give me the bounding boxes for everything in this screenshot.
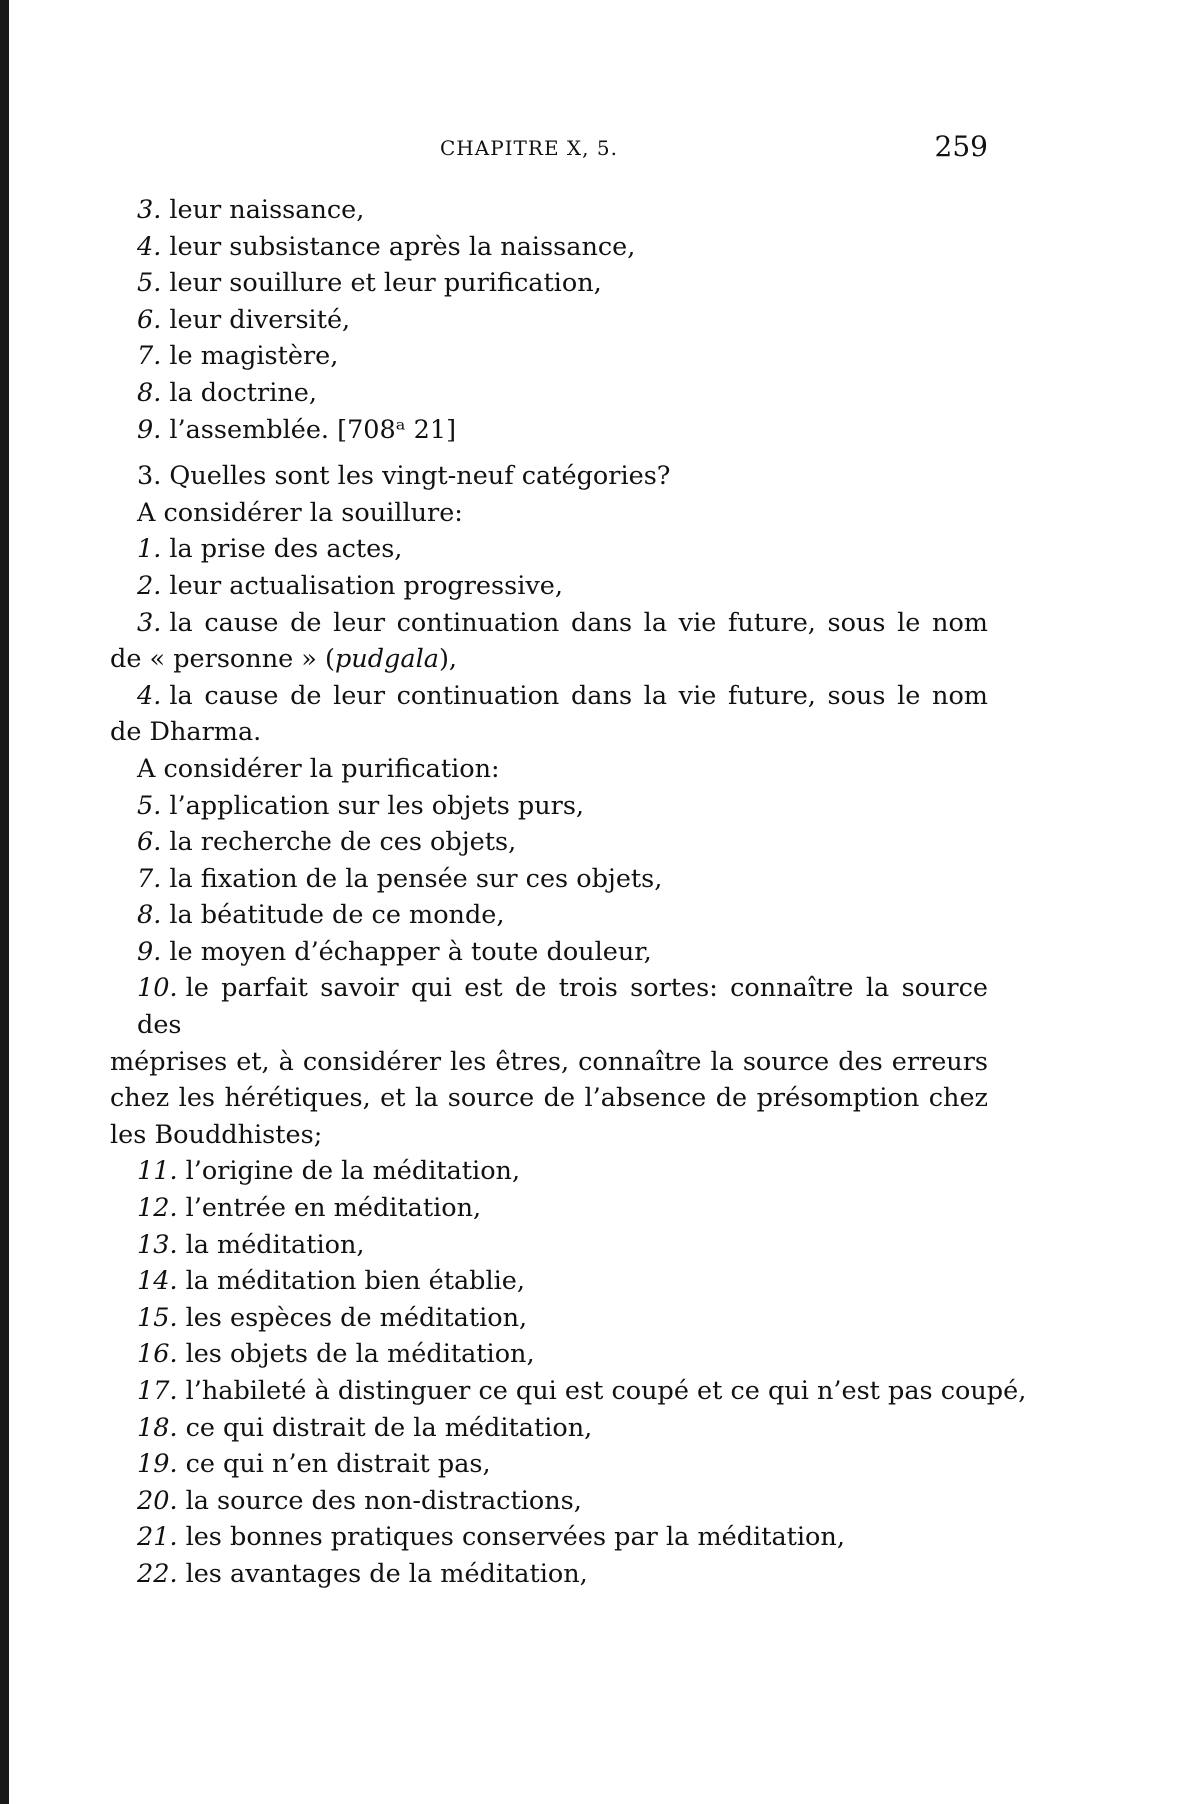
item-number: 4. <box>137 231 162 262</box>
item-text: l’entrée en méditation, <box>185 1193 482 1224</box>
list-item <box>110 375 988 412</box>
item-number: 4. <box>137 680 162 711</box>
item-number: 12. <box>137 1193 178 1224</box>
item-text: leur naissance, <box>169 195 365 225</box>
purification-heading: A considérer la purification: <box>137 753 500 784</box>
item-number: 7. <box>137 341 162 372</box>
item-number: 6. <box>137 304 162 335</box>
item-number: 11. <box>137 1156 178 1187</box>
list-item <box>110 568 988 605</box>
list-item <box>110 1483 988 1520</box>
list-item <box>110 1446 988 1483</box>
item-number: 20. <box>137 1485 178 1516</box>
list-item <box>110 1410 988 1447</box>
list-item <box>110 192 988 229</box>
item-text: le magistère, <box>169 341 339 372</box>
item-text: l’habileté à distinguer ce qui est coupé et ce qui n’est pas coupé, <box>185 1376 1027 1406</box>
item-text: les bonnes pratiques conservées par la méditation, <box>185 1522 845 1553</box>
item-text: ce qui n’en distrait pas, <box>185 1449 491 1480</box>
list-item-continuation <box>110 641 988 678</box>
item-number: 15. <box>137 1302 178 1333</box>
item-number: 19. <box>137 1449 178 1480</box>
page-number: 259 <box>934 130 988 163</box>
running-head: CHAPITRE X, 5. <box>440 136 618 160</box>
list-item <box>110 861 988 898</box>
item-text: la prise des actes, <box>169 534 403 565</box>
list-item <box>110 1373 1027 1410</box>
item-number: 18. <box>137 1412 178 1443</box>
item-number: 3. <box>137 607 162 638</box>
item-number: 21. <box>137 1522 178 1553</box>
item-number: 8. <box>137 900 162 931</box>
list-item <box>110 897 988 934</box>
item-text: leur souillure et leur purification, <box>169 268 602 299</box>
list-item <box>110 1300 988 1337</box>
item-text: leur diversité, <box>169 304 351 335</box>
item-text: de « personne » ( <box>110 644 335 675</box>
list-item <box>110 302 988 339</box>
item-text: le parfait savoir qui est de trois sortes: connaître la source des <box>137 973 988 1041</box>
list-item-continuation: chez les hérétiques, et la source de l’absence de présomption chez <box>110 1083 988 1114</box>
list-item <box>110 1556 988 1593</box>
list-item <box>110 605 988 642</box>
item-number: 9. <box>137 936 162 967</box>
list-item <box>110 1263 988 1300</box>
item-text: la cause de leur continuation dans la vie future, sous le nom <box>169 680 988 711</box>
paragraph-gap <box>110 448 988 458</box>
item-number: 5. <box>137 268 162 299</box>
item-text: la recherche de ces objets, <box>169 827 517 858</box>
item-number: 7. <box>137 863 162 894</box>
item-text: leur subsistance après la naissance, <box>169 231 636 262</box>
list-item <box>110 1336 988 1373</box>
item-text: les objets de la méditation, <box>185 1339 535 1370</box>
item-text: les espèces de méditation, <box>185 1302 528 1333</box>
list-item <box>110 1519 988 1556</box>
souillure-heading: A considérer la souillure: <box>137 497 463 528</box>
list-item <box>110 265 988 302</box>
item-number: 9. <box>137 414 162 445</box>
item-number: 16. <box>137 1339 178 1370</box>
list-item <box>110 678 988 715</box>
list-item <box>110 970 988 1043</box>
item-text: la méditation bien établie, <box>185 1266 525 1297</box>
list-item <box>110 824 988 861</box>
item-number: 2. <box>137 570 162 601</box>
item-number: 13. <box>137 1229 178 1260</box>
list-item <box>110 1227 988 1264</box>
item-text: la doctrine, <box>169 377 317 408</box>
item-text: la méditation, <box>185 1229 365 1260</box>
item-text: la cause de leur continuation dans la vie future, sous le nom <box>169 607 988 638</box>
list-item <box>110 412 988 449</box>
item-number: 3. <box>137 195 162 225</box>
page-header <box>130 130 988 170</box>
list-item-continuation: les Bouddhistes; <box>110 1119 323 1150</box>
page-body <box>110 192 1027 1593</box>
item-text: le moyen d’échapper à toute douleur, <box>169 936 652 967</box>
item-text: leur actualisation progressive, <box>169 570 563 601</box>
item-number: 5. <box>137 790 162 821</box>
item-text: l’origine de la méditation, <box>185 1156 521 1187</box>
list-item-continuation: méprises et, à considérer les êtres, connaître la source des erreurs <box>110 1046 988 1077</box>
list-item <box>110 1153 988 1190</box>
item-number: 17. <box>137 1376 178 1406</box>
list-item <box>110 788 988 825</box>
list-item <box>110 338 988 375</box>
item-number: 14. <box>137 1266 178 1297</box>
item-text: l’assemblée. [708ᵃ 21] <box>169 414 457 445</box>
item-text: la fixation de la pensée sur ces objets, <box>169 863 663 894</box>
item-text: ), <box>438 644 457 675</box>
list-item <box>110 229 988 266</box>
item-text: les avantages de la méditation, <box>185 1558 588 1589</box>
item-text: l’application sur les objets purs, <box>169 790 585 821</box>
item-number: 22. <box>137 1558 178 1589</box>
item-number: 10. <box>137 973 178 1004</box>
item-text: ce qui distrait de la méditation, <box>185 1412 593 1443</box>
item-number: 1. <box>137 534 162 565</box>
item-number: 6. <box>137 827 162 858</box>
item-text: la source des non-distractions, <box>185 1485 582 1516</box>
list-item-continuation: de Dharma. <box>110 717 262 748</box>
list-item <box>110 934 988 971</box>
list-item <box>110 1190 988 1227</box>
sanskrit-term: pudgala <box>334 644 439 675</box>
scan-binding-edge <box>0 0 9 1804</box>
item-number: 8. <box>137 377 162 408</box>
item-text: la béatitude de ce monde, <box>169 900 505 931</box>
list-item <box>110 531 988 568</box>
question-paragraph: 3. Quelles sont les vingt-neuf catégories? <box>137 461 671 492</box>
